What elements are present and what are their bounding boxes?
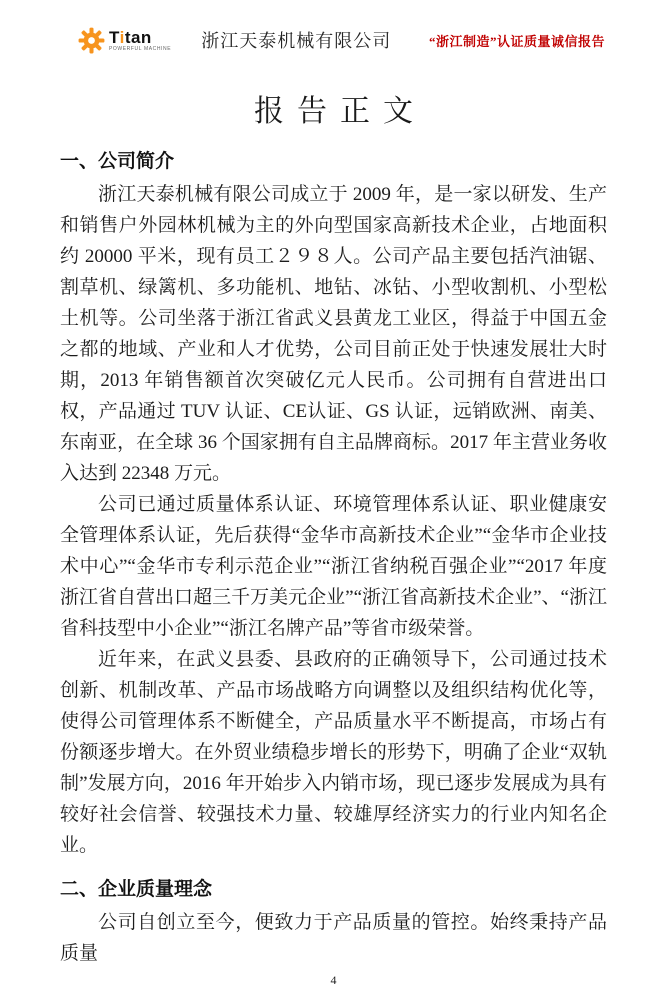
logo-tagline: POWERFUL MACHINE: [109, 45, 172, 52]
brand-letter-accent: i: [119, 27, 125, 47]
document-title: 报告正文: [254, 95, 426, 128]
gear-icon: [78, 27, 105, 54]
page-number: 4: [330, 973, 337, 987]
paragraph-company-intro-1: 浙江天泰机械有限公司成立于 2009 年，是一家以研发、生产和销售户外园林机械为主的外向型国家高新技术企业，占地面积约 20000 平米，现有员工２９８人。公司产品主要包括汽油锯、割草机、绿篱机、多功能机、地钻、冰钻、小型收割机、小型松土机等。公司坐落于浙江省武义县黄龙工业区，得益于中国五金之都的地域、产业和人才优势，公司目前正处于快速发展壮大时期，2013 年销售额首次突破亿元人民币。公司拥有自营进出口权，产品通过 TUV 认证、CE认证、GS 认证，远销欧洲、南美、东南亚，在全球 36 个国家拥有自主品牌商标。2017 年主营业务收入达到 22348 万元。: [60, 184, 607, 484]
brand-letters: tan: [124, 27, 152, 47]
paragraph-company-intro-3: 近年来，在武义县委、县政府的正确领导下，公司通过技术创新、机制改革、产品市场战略方向调整以及组织结构优化等，使得公司管理体系不断健全，产品质量水平不断提高，市场占有份额逐步增大。在外贸业绩稳步增长的形势下，明确了企业“双轨制”发展方向，2016 年开始步入内销市场，现已逐步发展成为具有较好社会信誉、较强技术力量、较雄厚经济实力的行业内知名企业。: [60, 649, 607, 856]
report-type-label: “浙江制造”认证质量诚信报告: [428, 33, 605, 49]
paragraph-quality-philosophy-1: 公司自创立至今，便致力于产品质量的管控。始终秉持产品质量: [60, 912, 607, 964]
logo-text-block: [109, 29, 171, 52]
logo-brand-text: [109, 29, 171, 46]
page-header: [60, 20, 607, 60]
company-name: 浙江天泰机械有限公司: [201, 31, 392, 51]
paragraph-company-intro-2: 公司已通过质量体系认证、环境管理体系认证、职业健康安全管理体系认证，先后获得“金华市高新技术企业”“金华市企业技术中心”“金华市专利示范企业”“浙江省纳税百强企业”“2017 年度浙江省自营出口超三千万美元企业”“浙江省高新技术企业”、“浙江省科技型中小企业”“浙江名牌产品”等省市级荣誉。: [60, 494, 607, 639]
section-heading-company-intro: 一、公司简介: [60, 151, 175, 172]
section-heading-quality-philosophy: 二、企业质量理念: [60, 879, 213, 900]
titan-logo: [78, 27, 171, 54]
brand-letter: T: [109, 27, 120, 47]
